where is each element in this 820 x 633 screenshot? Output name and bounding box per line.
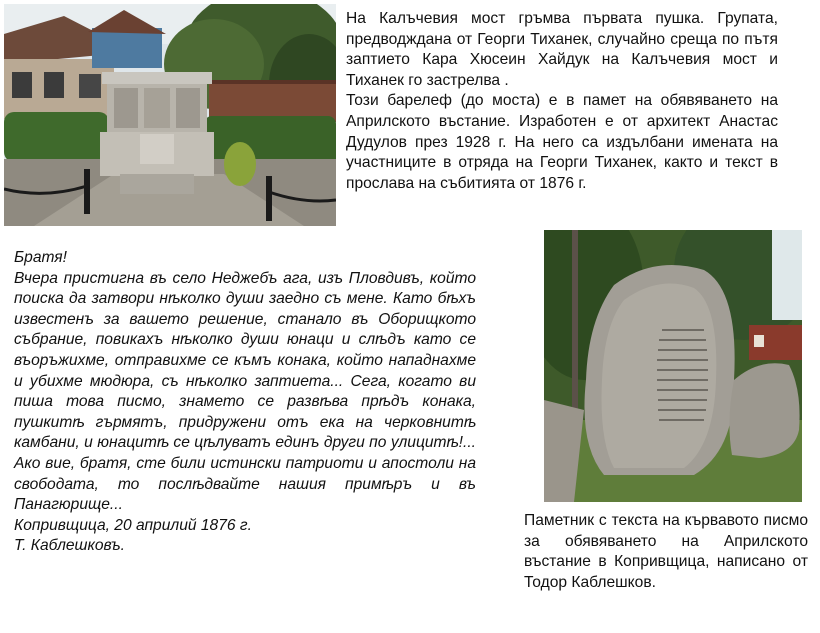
stone-monument-image bbox=[544, 230, 802, 502]
bloody-letter-text bbox=[14, 248, 476, 557]
monument-photo-image bbox=[4, 4, 336, 226]
letter-salutation: Братя! bbox=[14, 249, 67, 266]
letter-body: Вчера пристигна въ село Неджебъ ага, изъ Пловдивъ, който поиска да затвори нѣколко души заедно съ мене. Като бѣхъ известенъ за вашето решение, станало въ Оборищкото събрание, повикахъ нѣколко души юнаци и слѣдъ като се въоръжихме, отправихме се къмъ конака, който нападнахме и убихме мюдюра, съ нѣколко заптиета... Сега, когато ви пиша това писмо, знамето се развѣва прѣдъ конака, пушкитѣ гърмятъ, придружени отъ ека на черковнитѣ камбани, и юнацитѣ се цѣлуватъ единъ други по улицитѣ!... Ако вие, братя, сте били истински патриоти и апостоли на свободата, то послѣдвайте нашия примѣръ и въ Панагюрище... bbox=[14, 269, 476, 514]
intro-text bbox=[346, 9, 778, 194]
stone-monument-caption bbox=[524, 511, 808, 593]
letter-place-date: Копривщица, 20 априлий 1876 г. bbox=[14, 516, 252, 534]
intro-paragraph-bridge: На Калъчевия мост гръмва първата пушка. Групата, предводждана от Георги Тиханек, случайно среща по пътя заптието Кара Хюсеин Хайдук на Калъчевия мост и Тиханек го застрелва . bbox=[346, 10, 778, 89]
letter-signature: Т. Каблешковъ. bbox=[14, 537, 125, 555]
monument-photo bbox=[4, 4, 336, 226]
stone-monument-photo bbox=[544, 230, 802, 502]
intro-paragraph-relief: Този барелеф (до моста) е в памет на обявяването на Априлското въстание. Изработен е от архитект Анастас Дудулов през 1928 г. На него са издълбани имената на участниците в отряда на Георги Тиханек, както и текст в прослава на събитията от 1876 г. bbox=[346, 92, 778, 192]
caption-text: Паметник с текста на кървавото писмо за обявяването на Априлското въстание в Копривщица, написано от Тодор Каблешков. bbox=[524, 512, 808, 591]
